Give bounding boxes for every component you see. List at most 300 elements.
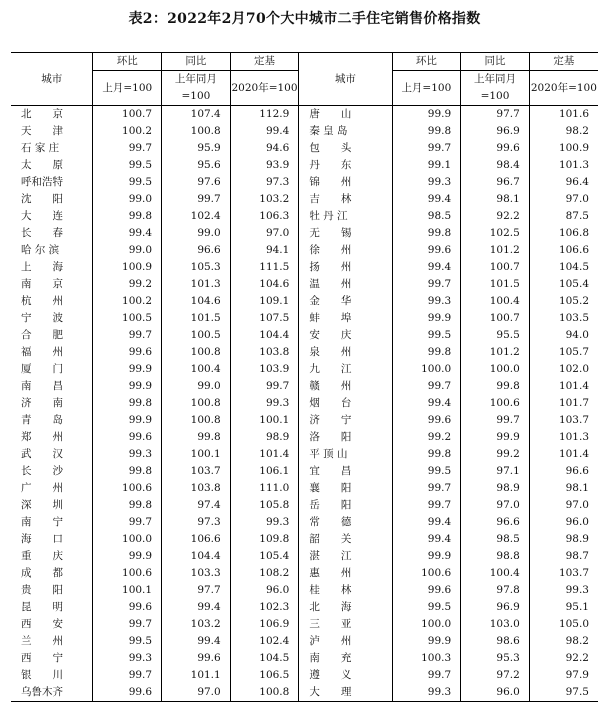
index-yoy: 101.2 bbox=[461, 344, 530, 361]
index-yoy: 96.6 bbox=[162, 242, 231, 259]
index-yoy: 99.4 bbox=[162, 633, 231, 650]
city-name: 烟 台 bbox=[299, 395, 392, 412]
index-yoy: 97.7 bbox=[162, 582, 231, 599]
index-yoy: 99.0 bbox=[162, 225, 231, 242]
index-mom: 99.5 bbox=[93, 157, 162, 174]
index-fixed: 103.5 bbox=[529, 310, 598, 327]
index-yoy: 96.9 bbox=[461, 599, 530, 616]
table-row bbox=[11, 361, 598, 378]
index-mom: 99.3 bbox=[392, 684, 461, 702]
index-yoy: 99.8 bbox=[162, 429, 231, 446]
index-yoy: 100.4 bbox=[461, 293, 530, 310]
index-mom: 99.8 bbox=[93, 497, 162, 514]
index-yoy: 105.3 bbox=[162, 259, 231, 276]
index-fixed: 104.4 bbox=[230, 327, 299, 344]
index-fixed: 104.5 bbox=[230, 650, 299, 667]
city-name: 厦 门 bbox=[21, 363, 63, 375]
index-yoy: 104.6 bbox=[162, 293, 231, 310]
index-yoy: 97.3 bbox=[162, 514, 231, 531]
table-row bbox=[11, 259, 598, 276]
city-name: 沈 阳 bbox=[21, 193, 63, 205]
index-yoy: 99.7 bbox=[162, 191, 231, 208]
city-name: 济 宁 bbox=[299, 412, 392, 429]
city-name: 扬 州 bbox=[299, 259, 392, 276]
index-yoy: 99.0 bbox=[162, 378, 231, 395]
city-name: 南 宁 bbox=[21, 516, 63, 528]
header-fixed-sub-right: 2020年=100 bbox=[529, 71, 598, 106]
city-name: 大 连 bbox=[21, 210, 63, 222]
index-yoy: 99.9 bbox=[461, 429, 530, 446]
header-fixed-right: 定基 bbox=[529, 53, 598, 71]
city-name: 西 宁 bbox=[21, 652, 63, 664]
index-mom: 99.7 bbox=[93, 616, 162, 633]
table-row bbox=[11, 480, 598, 497]
index-fixed: 100.8 bbox=[230, 684, 299, 702]
header-mom-sub-right: 上月=100 bbox=[392, 71, 461, 106]
city-name: 宜 昌 bbox=[299, 463, 392, 480]
index-yoy: 98.5 bbox=[461, 531, 530, 548]
index-yoy: 103.2 bbox=[162, 616, 231, 633]
index-mom: 100.6 bbox=[392, 565, 461, 582]
index-mom: 99.4 bbox=[392, 191, 461, 208]
city-name: 岳 阳 bbox=[299, 497, 392, 514]
table-row bbox=[11, 106, 598, 124]
index-fixed: 103.7 bbox=[529, 412, 598, 429]
index-mom: 99.8 bbox=[392, 225, 461, 242]
header-yoy-sub-left: 上年同月=100 bbox=[162, 71, 231, 106]
index-fixed: 101.6 bbox=[529, 106, 598, 124]
index-fixed: 111.0 bbox=[230, 480, 299, 497]
index-yoy: 100.8 bbox=[162, 412, 231, 429]
table-row bbox=[11, 582, 598, 599]
city-name: 常 德 bbox=[299, 514, 392, 531]
index-mom: 99.0 bbox=[93, 191, 162, 208]
index-yoy: 100.8 bbox=[162, 395, 231, 412]
header-yoy-left: 同比 bbox=[162, 53, 231, 71]
index-fixed: 97.0 bbox=[529, 497, 598, 514]
index-mom: 100.0 bbox=[93, 531, 162, 548]
city-name: 长 沙 bbox=[21, 465, 63, 477]
city-name: 徐 州 bbox=[299, 242, 392, 259]
index-yoy: 101.2 bbox=[461, 242, 530, 259]
city-name: 宁 波 bbox=[21, 312, 63, 324]
index-fixed: 96.4 bbox=[529, 174, 598, 191]
index-fixed: 101.4 bbox=[230, 446, 299, 463]
table-title: 表2：2022年2月70个大中城市二手住宅销售价格指数 bbox=[128, 11, 481, 27]
city-name: 包 头 bbox=[299, 140, 392, 157]
table-row bbox=[11, 531, 598, 548]
index-yoy: 95.6 bbox=[162, 157, 231, 174]
city-name: 丹 东 bbox=[299, 157, 392, 174]
table-row bbox=[11, 616, 598, 633]
index-fixed: 106.1 bbox=[230, 463, 299, 480]
city-name: 洛 阳 bbox=[299, 429, 392, 446]
index-mom: 99.4 bbox=[392, 531, 461, 548]
city-name: 泸 州 bbox=[299, 633, 392, 650]
table-row bbox=[11, 378, 598, 395]
index-yoy: 100.4 bbox=[461, 565, 530, 582]
city-name: 乌鲁木齐 bbox=[11, 684, 93, 702]
index-fixed: 100.9 bbox=[529, 140, 598, 157]
index-yoy: 96.7 bbox=[461, 174, 530, 191]
city-name: 桂 林 bbox=[299, 582, 392, 599]
city-name: 南 昌 bbox=[21, 380, 63, 392]
table-row bbox=[11, 208, 598, 225]
index-fixed: 111.5 bbox=[230, 259, 299, 276]
table-row bbox=[11, 565, 598, 582]
index-yoy: 92.2 bbox=[461, 208, 530, 225]
index-fixed: 98.9 bbox=[529, 531, 598, 548]
city-name: 安 庆 bbox=[299, 327, 392, 344]
index-fixed: 96.0 bbox=[529, 514, 598, 531]
city-name: 遵 义 bbox=[299, 667, 392, 684]
index-fixed: 97.3 bbox=[230, 174, 299, 191]
table-row bbox=[11, 497, 598, 514]
index-fixed: 97.0 bbox=[529, 191, 598, 208]
index-mom: 99.3 bbox=[93, 446, 162, 463]
city-name: 北 海 bbox=[299, 599, 392, 616]
index-mom: 99.7 bbox=[392, 276, 461, 293]
index-fixed: 105.2 bbox=[529, 293, 598, 310]
index-mom: 99.8 bbox=[93, 208, 162, 225]
index-yoy: 99.6 bbox=[461, 140, 530, 157]
index-yoy: 97.7 bbox=[461, 106, 530, 124]
table-row bbox=[11, 633, 598, 650]
index-fixed: 112.9 bbox=[230, 106, 299, 124]
index-fixed: 94.0 bbox=[529, 327, 598, 344]
index-yoy: 95.3 bbox=[461, 650, 530, 667]
index-yoy: 99.7 bbox=[461, 412, 530, 429]
index-mom: 100.2 bbox=[93, 293, 162, 310]
index-mom: 99.2 bbox=[93, 276, 162, 293]
table-row bbox=[11, 140, 598, 157]
index-mom: 100.9 bbox=[93, 259, 162, 276]
index-fixed: 108.2 bbox=[230, 565, 299, 582]
header-fixed-left: 定基 bbox=[230, 53, 299, 71]
city-name: 吉 林 bbox=[299, 191, 392, 208]
index-mom: 100.0 bbox=[392, 361, 461, 378]
table-row bbox=[11, 548, 598, 565]
index-fixed: 98.7 bbox=[529, 548, 598, 565]
index-fixed: 104.5 bbox=[529, 259, 598, 276]
index-fixed: 87.5 bbox=[529, 208, 598, 225]
table-row bbox=[11, 157, 598, 174]
index-mom: 99.9 bbox=[392, 310, 461, 327]
index-mom: 99.7 bbox=[93, 667, 162, 684]
index-fixed: 99.3 bbox=[230, 514, 299, 531]
index-mom: 100.6 bbox=[93, 565, 162, 582]
table-row bbox=[11, 684, 598, 702]
index-fixed: 99.3 bbox=[529, 582, 598, 599]
table-row bbox=[11, 599, 598, 616]
index-fixed: 101.4 bbox=[529, 446, 598, 463]
city-name: 哈 尔 滨 bbox=[21, 244, 60, 256]
index-mom: 99.9 bbox=[93, 378, 162, 395]
index-mom: 99.9 bbox=[392, 106, 461, 124]
table-body bbox=[11, 106, 598, 702]
index-mom: 99.0 bbox=[93, 242, 162, 259]
city-name: 成 都 bbox=[21, 567, 63, 579]
city-name: 蚌 埠 bbox=[299, 310, 392, 327]
index-mom: 99.5 bbox=[93, 174, 162, 191]
index-yoy: 106.6 bbox=[162, 531, 231, 548]
index-mom: 99.7 bbox=[392, 667, 461, 684]
index-yoy: 97.2 bbox=[461, 667, 530, 684]
index-yoy: 100.6 bbox=[461, 395, 530, 412]
city-name: 金 华 bbox=[299, 293, 392, 310]
index-mom: 99.3 bbox=[392, 293, 461, 310]
table-row bbox=[11, 123, 598, 140]
index-fixed: 106.5 bbox=[230, 667, 299, 684]
index-yoy: 97.8 bbox=[461, 582, 530, 599]
header-yoy-right: 同比 bbox=[461, 53, 530, 71]
index-fixed: 104.6 bbox=[230, 276, 299, 293]
table-row bbox=[11, 412, 598, 429]
price-index-table bbox=[11, 52, 598, 702]
index-fixed: 105.8 bbox=[230, 497, 299, 514]
index-yoy: 98.9 bbox=[461, 480, 530, 497]
index-fixed: 97.5 bbox=[529, 684, 598, 702]
table-row bbox=[11, 310, 598, 327]
index-yoy: 103.7 bbox=[162, 463, 231, 480]
index-fixed: 105.7 bbox=[529, 344, 598, 361]
index-fixed: 102.3 bbox=[230, 599, 299, 616]
index-fixed: 97.9 bbox=[529, 667, 598, 684]
index-fixed: 106.9 bbox=[230, 616, 299, 633]
index-mom: 99.8 bbox=[392, 344, 461, 361]
index-fixed: 107.5 bbox=[230, 310, 299, 327]
index-yoy: 100.4 bbox=[162, 361, 231, 378]
index-yoy: 96.0 bbox=[461, 684, 530, 702]
index-fixed: 106.8 bbox=[529, 225, 598, 242]
city-name: 重 庆 bbox=[21, 550, 63, 562]
index-yoy: 98.4 bbox=[461, 157, 530, 174]
index-mom: 99.6 bbox=[93, 429, 162, 446]
index-yoy: 95.9 bbox=[162, 140, 231, 157]
header-city-right: 城市 bbox=[299, 53, 392, 106]
city-name: 深 圳 bbox=[21, 499, 63, 511]
table-row bbox=[11, 463, 598, 480]
city-name: 合 肥 bbox=[21, 329, 63, 341]
city-name: 天 津 bbox=[21, 125, 63, 137]
city-name: 平 顶 山 bbox=[299, 446, 392, 463]
index-mom: 99.8 bbox=[392, 446, 461, 463]
index-yoy: 99.8 bbox=[461, 378, 530, 395]
city-name: 长 春 bbox=[21, 227, 63, 239]
header-city-left: 城市 bbox=[11, 53, 93, 106]
index-yoy: 102.4 bbox=[162, 208, 231, 225]
index-mom: 99.8 bbox=[93, 463, 162, 480]
index-fixed: 105.0 bbox=[529, 616, 598, 633]
index-fixed: 98.2 bbox=[529, 123, 598, 140]
header-mom-sub-left: 上月=100 bbox=[93, 71, 162, 106]
index-mom: 99.7 bbox=[392, 140, 461, 157]
index-mom: 99.6 bbox=[392, 242, 461, 259]
index-yoy: 101.1 bbox=[162, 667, 231, 684]
index-fixed: 99.4 bbox=[230, 123, 299, 140]
index-mom: 99.5 bbox=[392, 599, 461, 616]
index-yoy: 99.4 bbox=[162, 599, 231, 616]
index-yoy: 97.6 bbox=[162, 174, 231, 191]
index-fixed: 97.0 bbox=[230, 225, 299, 242]
index-mom: 99.7 bbox=[392, 378, 461, 395]
city-name: 泉 州 bbox=[299, 344, 392, 361]
city-name: 韶 关 bbox=[299, 531, 392, 548]
city-name: 唐 山 bbox=[299, 106, 392, 124]
header-mom-left: 环比 bbox=[93, 53, 162, 71]
index-yoy: 99.2 bbox=[461, 446, 530, 463]
city-name: 惠 州 bbox=[299, 565, 392, 582]
index-mom: 99.7 bbox=[392, 497, 461, 514]
index-mom: 99.1 bbox=[392, 157, 461, 174]
index-mom: 99.4 bbox=[93, 225, 162, 242]
table-row bbox=[11, 174, 598, 191]
index-yoy: 103.0 bbox=[461, 616, 530, 633]
table-row bbox=[11, 429, 598, 446]
city-name: 广 州 bbox=[21, 482, 63, 494]
city-name: 西 安 bbox=[21, 618, 63, 630]
index-yoy: 98.6 bbox=[461, 633, 530, 650]
index-mom: 99.6 bbox=[392, 412, 461, 429]
index-mom: 98.5 bbox=[392, 208, 461, 225]
index-yoy: 98.1 bbox=[461, 191, 530, 208]
index-mom: 99.4 bbox=[392, 395, 461, 412]
index-mom: 99.2 bbox=[392, 429, 461, 446]
table-row bbox=[11, 514, 598, 531]
index-mom: 99.8 bbox=[93, 395, 162, 412]
index-fixed: 96.0 bbox=[230, 582, 299, 599]
city-name: 三 亚 bbox=[299, 616, 392, 633]
index-fixed: 101.3 bbox=[529, 157, 598, 174]
city-name: 昆 明 bbox=[21, 601, 63, 613]
index-fixed: 103.8 bbox=[230, 344, 299, 361]
index-yoy: 100.5 bbox=[162, 327, 231, 344]
table-row bbox=[11, 344, 598, 361]
table-row bbox=[11, 225, 598, 242]
index-fixed: 96.6 bbox=[529, 463, 598, 480]
city-name: 赣 州 bbox=[299, 378, 392, 395]
index-fixed: 94.6 bbox=[230, 140, 299, 157]
index-fixed: 98.1 bbox=[529, 480, 598, 497]
city-name: 太 原 bbox=[21, 159, 63, 171]
index-yoy: 101.5 bbox=[162, 310, 231, 327]
index-mom: 99.6 bbox=[93, 684, 162, 702]
index-yoy: 100.0 bbox=[461, 361, 530, 378]
header-fixed-sub-left: 2020年=100 bbox=[230, 71, 299, 106]
index-mom: 99.9 bbox=[93, 548, 162, 565]
index-mom: 99.9 bbox=[392, 633, 461, 650]
table-row bbox=[11, 667, 598, 684]
index-mom: 99.6 bbox=[93, 599, 162, 616]
index-mom: 99.3 bbox=[93, 650, 162, 667]
index-yoy: 98.8 bbox=[461, 548, 530, 565]
index-yoy: 95.5 bbox=[461, 327, 530, 344]
index-fixed: 95.1 bbox=[529, 599, 598, 616]
index-fixed: 100.1 bbox=[230, 412, 299, 429]
city-name: 青 岛 bbox=[21, 414, 63, 426]
city-name: 襄 阳 bbox=[299, 480, 392, 497]
index-mom: 99.5 bbox=[93, 633, 162, 650]
index-yoy: 103.3 bbox=[162, 565, 231, 582]
index-fixed: 106.6 bbox=[529, 242, 598, 259]
index-yoy: 104.4 bbox=[162, 548, 231, 565]
index-yoy: 103.8 bbox=[162, 480, 231, 497]
city-name: 温 州 bbox=[299, 276, 392, 293]
index-yoy: 100.7 bbox=[461, 310, 530, 327]
table-row bbox=[11, 293, 598, 310]
index-fixed: 103.7 bbox=[529, 565, 598, 582]
index-fixed: 98.2 bbox=[529, 633, 598, 650]
index-mom: 99.6 bbox=[93, 344, 162, 361]
city-name: 南 京 bbox=[21, 278, 63, 290]
index-yoy: 97.4 bbox=[162, 497, 231, 514]
header-yoy-sub-right: 上年同月=100 bbox=[461, 71, 530, 106]
index-fixed: 92.2 bbox=[529, 650, 598, 667]
city-name: 锦 州 bbox=[299, 174, 392, 191]
table-row bbox=[11, 276, 598, 293]
index-mom: 99.9 bbox=[93, 361, 162, 378]
index-mom: 100.3 bbox=[392, 650, 461, 667]
index-fixed: 106.3 bbox=[230, 208, 299, 225]
index-mom: 99.4 bbox=[392, 514, 461, 531]
index-mom: 100.5 bbox=[93, 310, 162, 327]
index-fixed: 105.4 bbox=[230, 548, 299, 565]
index-fixed: 98.9 bbox=[230, 429, 299, 446]
city-name: 银 川 bbox=[21, 669, 63, 681]
city-name: 武 汉 bbox=[21, 448, 63, 460]
city-name: 郑 州 bbox=[21, 431, 63, 443]
city-name: 无 锡 bbox=[299, 225, 392, 242]
index-mom: 100.1 bbox=[93, 582, 162, 599]
city-name: 北 京 bbox=[21, 108, 63, 120]
index-mom: 100.2 bbox=[93, 123, 162, 140]
city-name: 福 州 bbox=[21, 346, 63, 358]
index-yoy: 97.1 bbox=[461, 463, 530, 480]
city-name: 杭 州 bbox=[21, 295, 63, 307]
index-yoy: 107.4 bbox=[162, 106, 231, 124]
city-name: 牡 丹 江 bbox=[299, 208, 392, 225]
city-name: 上 海 bbox=[21, 261, 63, 273]
index-fixed: 105.4 bbox=[529, 276, 598, 293]
index-yoy: 100.7 bbox=[461, 259, 530, 276]
index-yoy: 97.0 bbox=[461, 497, 530, 514]
index-mom: 99.9 bbox=[392, 548, 461, 565]
city-name: 济 南 bbox=[21, 397, 63, 409]
index-mom: 99.3 bbox=[392, 174, 461, 191]
index-fixed: 109.1 bbox=[230, 293, 299, 310]
city-name: 兰 州 bbox=[21, 635, 63, 647]
index-fixed: 101.7 bbox=[529, 395, 598, 412]
index-fixed: 99.7 bbox=[230, 378, 299, 395]
index-mom: 99.5 bbox=[392, 327, 461, 344]
header-mom-right: 环比 bbox=[392, 53, 461, 71]
index-fixed: 109.8 bbox=[230, 531, 299, 548]
table-row bbox=[11, 446, 598, 463]
index-fixed: 102.0 bbox=[529, 361, 598, 378]
city-name: 九 江 bbox=[299, 361, 392, 378]
index-yoy: 97.0 bbox=[162, 684, 231, 702]
index-fixed: 103.2 bbox=[230, 191, 299, 208]
city-name: 南 充 bbox=[299, 650, 392, 667]
index-fixed: 101.4 bbox=[529, 378, 598, 395]
index-yoy: 100.1 bbox=[162, 446, 231, 463]
index-yoy: 96.6 bbox=[461, 514, 530, 531]
index-mom: 99.7 bbox=[93, 514, 162, 531]
table-row bbox=[11, 650, 598, 667]
index-mom: 99.4 bbox=[392, 259, 461, 276]
index-fixed: 102.4 bbox=[230, 633, 299, 650]
city-name: 秦 皇 岛 bbox=[299, 123, 392, 140]
